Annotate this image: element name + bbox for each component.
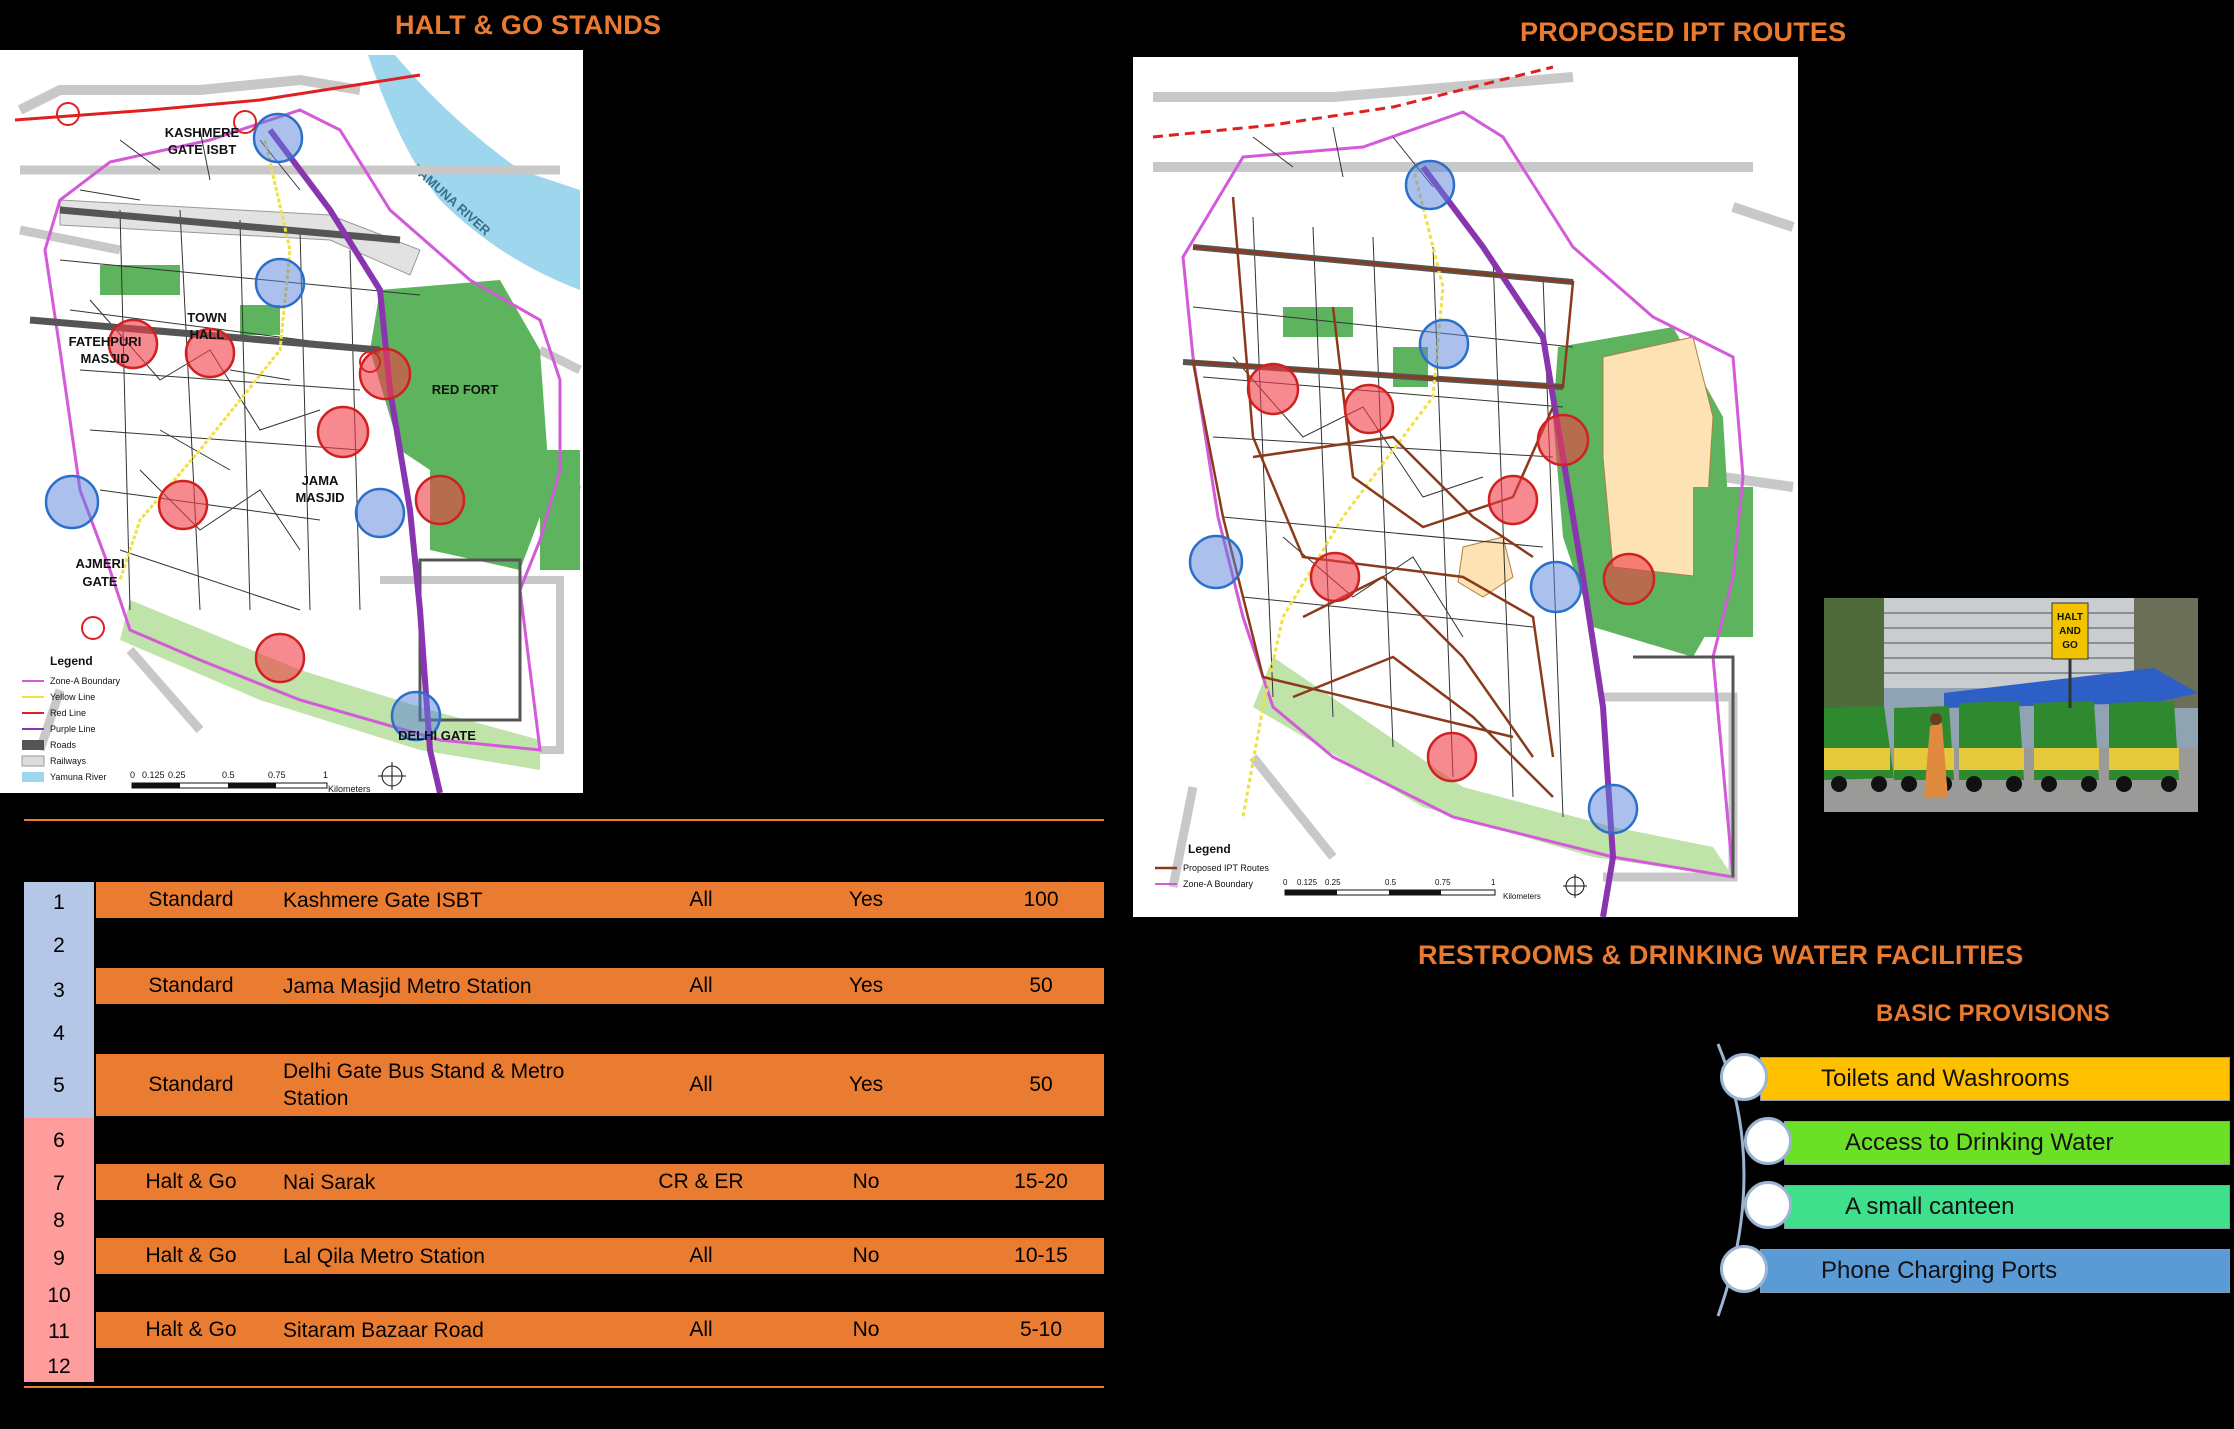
red-line — [15, 75, 420, 120]
row-body — [96, 968, 1104, 1004]
auto-rickshaws — [1824, 701, 2179, 792]
cell-shelter: No — [852, 1170, 880, 1193]
halt-go-map — [0, 50, 583, 793]
cell-capacity: 50 — [1029, 1073, 1053, 1096]
legend-ipt-routes: Proposed IPT Routes — [1183, 863, 1269, 873]
ajmeri-label-1: AJMERI — [75, 556, 125, 571]
provision-bullet-icon — [1744, 1181, 1792, 1229]
provision-label: Phone Charging Ports — [1821, 1257, 2058, 1284]
ajmeri-label-2: GATE — [82, 574, 118, 589]
table-row — [24, 1118, 1104, 1158]
cell-location: Jama Masjid Metro Station — [283, 974, 532, 998]
provision-bullet-icon — [1744, 1117, 1792, 1165]
cell-type: Standard — [148, 888, 234, 911]
yamuna-river-label: YAMUNA RIVER — [409, 161, 494, 239]
row-number: 2 — [24, 923, 94, 968]
row-number: 1 — [24, 882, 94, 923]
table-row — [24, 1238, 1104, 1274]
scale-tick: 0.125 — [1297, 878, 1318, 887]
scale-tick: 0 — [1283, 878, 1288, 887]
scale-tick: 0.25 — [1325, 878, 1341, 887]
legend-purple: Purple Line — [50, 724, 96, 734]
sign-text-3: GO — [2062, 640, 2078, 651]
provision-item — [1784, 1185, 2230, 1229]
cell-shelter: No — [852, 1244, 880, 1267]
cell-capacity: 50 — [1029, 974, 1053, 997]
fatehpuri-label-2: MASJID — [80, 351, 130, 366]
cell-capacity: 5-10 — [1019, 1318, 1063, 1341]
table-row — [24, 1204, 1104, 1238]
cell-shelter: No — [852, 1318, 880, 1341]
cell-shelter: Yes — [848, 1073, 884, 1096]
fatehpuri-label-1: FATEHPURI — [68, 334, 142, 349]
row-number: 3 — [24, 968, 94, 1013]
row-number: 12 — [24, 1352, 94, 1382]
kashmere-label-1: KASHMERE — [164, 125, 240, 140]
table-top-rule — [24, 819, 1104, 821]
provision-item — [1760, 1057, 2230, 1101]
table-row — [24, 923, 1104, 968]
provision-item — [1784, 1121, 2230, 1165]
halt-go-stands-title: HALT & GO STANDS — [395, 10, 662, 40]
jama-label-1: JAMA — [301, 473, 339, 488]
town-hall-label-2: HALL — [189, 327, 225, 342]
table-bottom-rule — [24, 1386, 1104, 1388]
delhi-gate-label: DELHI GATE — [398, 728, 476, 743]
legend-yamuna: Yamuna River — [50, 772, 107, 782]
cell-location: Sitaram Bazaar Road — [283, 1318, 484, 1342]
cell-type: Standard — [148, 1073, 234, 1096]
table-row — [24, 1013, 1104, 1054]
row-body — [96, 1312, 1104, 1348]
legend-roads: Roads — [50, 740, 77, 750]
row-number: 9 — [24, 1238, 94, 1279]
provision-bullet-icon — [1720, 1053, 1768, 1101]
row-number: 10 — [24, 1279, 94, 1312]
provision-label: A small canteen — [1845, 1193, 2015, 1220]
scale-tick: 0.5 — [222, 770, 235, 780]
cell-type: Halt & Go — [145, 1244, 237, 1267]
basic-provisions-title: BASIC PROVISIONS — [1876, 1000, 2110, 1027]
restrooms-title: RESTROOMS & DRINKING WATER FACILITIES — [1418, 940, 2024, 970]
scale-unit: Kilometers — [328, 784, 371, 793]
cell-capacity: 10-15 — [1014, 1244, 1068, 1267]
provision-label: Access to Drinking Water — [1845, 1129, 2114, 1156]
row-body — [96, 1164, 1104, 1200]
row-body — [96, 1238, 1104, 1274]
legend-zone: Zone-A Boundary — [1183, 879, 1254, 889]
north-arrow-icon — [1563, 874, 1587, 898]
scale-tick: 0.125 — [142, 770, 165, 780]
cell-capacity: 15-20 — [1014, 1170, 1068, 1193]
row-number: 6 — [24, 1118, 94, 1164]
table-row — [24, 1312, 1104, 1348]
table-row — [24, 1054, 1104, 1116]
cell-type: Halt & Go — [145, 1318, 237, 1341]
cell-type: Halt & Go — [145, 1170, 237, 1193]
sign-text-2: AND — [2059, 626, 2081, 637]
row-number: 5 — [24, 1054, 94, 1118]
map1-scale-bar — [130, 770, 371, 793]
scale-unit: Kilometers — [1503, 892, 1541, 901]
cell-location: Delhi Gate Bus Stand & Metro Station — [283, 1060, 565, 1110]
legend-red: Red Line — [50, 708, 87, 718]
ipt-routes-map — [1133, 57, 1798, 917]
legend-railways: Railways — [50, 756, 87, 766]
scale-tick: 0.5 — [1385, 878, 1397, 887]
cell-category: All — [689, 974, 713, 997]
cell-type: Standard — [148, 974, 234, 997]
scale-tick: 0.75 — [1435, 878, 1451, 887]
table-row — [24, 882, 1104, 918]
cell-category: All — [689, 888, 713, 911]
cell-shelter: Yes — [848, 888, 884, 911]
kashmere-label-2: GATE ISBT — [167, 142, 237, 157]
row-number: 7 — [24, 1164, 94, 1204]
jama-label-2: MASJID — [295, 490, 345, 505]
scale-tick: 1 — [323, 770, 329, 780]
halt-go-photo — [1824, 598, 2198, 812]
table-row — [24, 1164, 1104, 1200]
cell-category: All — [689, 1073, 713, 1096]
row-body — [96, 882, 1104, 918]
provision-label: Toilets and Washrooms — [1821, 1065, 2070, 1092]
legend-title: Legend — [1188, 842, 1231, 856]
sign-text-1: HALT — [2057, 612, 2083, 623]
cell-shelter: Yes — [848, 974, 884, 997]
proposed-ipt-routes-title: PROPOSED IPT ROUTES — [1520, 17, 1847, 47]
map1-legend — [22, 654, 121, 782]
provision-bullet-icon — [1720, 1245, 1768, 1293]
cell-capacity: 100 — [1023, 888, 1059, 911]
map2-scale-bar — [1283, 878, 1541, 901]
cell-location: Kashmere Gate ISBT — [283, 888, 483, 912]
red-fort-label: RED FORT — [431, 382, 499, 397]
row-body — [96, 1054, 1104, 1116]
cell-category: CR & ER — [658, 1170, 744, 1193]
legend-title: Legend — [50, 654, 93, 668]
row-number: 11 — [24, 1312, 94, 1352]
table-row — [24, 1352, 1104, 1382]
scale-tick: 1 — [1491, 878, 1496, 887]
table-row — [24, 968, 1104, 1004]
cell-category: All — [689, 1318, 713, 1341]
legend-yellow: Yellow Line — [50, 692, 96, 702]
row-number: 8 — [24, 1204, 94, 1238]
north-arrow-icon — [378, 762, 406, 790]
table-row — [24, 1279, 1104, 1312]
cell-location: Nai Sarak — [283, 1170, 376, 1194]
legend-zone: Zone-A Boundary — [50, 676, 121, 686]
row-number: 4 — [24, 1013, 94, 1054]
cell-category: All — [689, 1244, 713, 1267]
scale-tick: 0 — [130, 770, 136, 780]
town-hall-label-1: TOWN — [187, 310, 227, 325]
provision-item — [1760, 1249, 2230, 1293]
scale-tick: 0.75 — [268, 770, 286, 780]
cell-location: Lal Qila Metro Station — [283, 1244, 485, 1268]
scale-tick: 0.25 — [168, 770, 186, 780]
